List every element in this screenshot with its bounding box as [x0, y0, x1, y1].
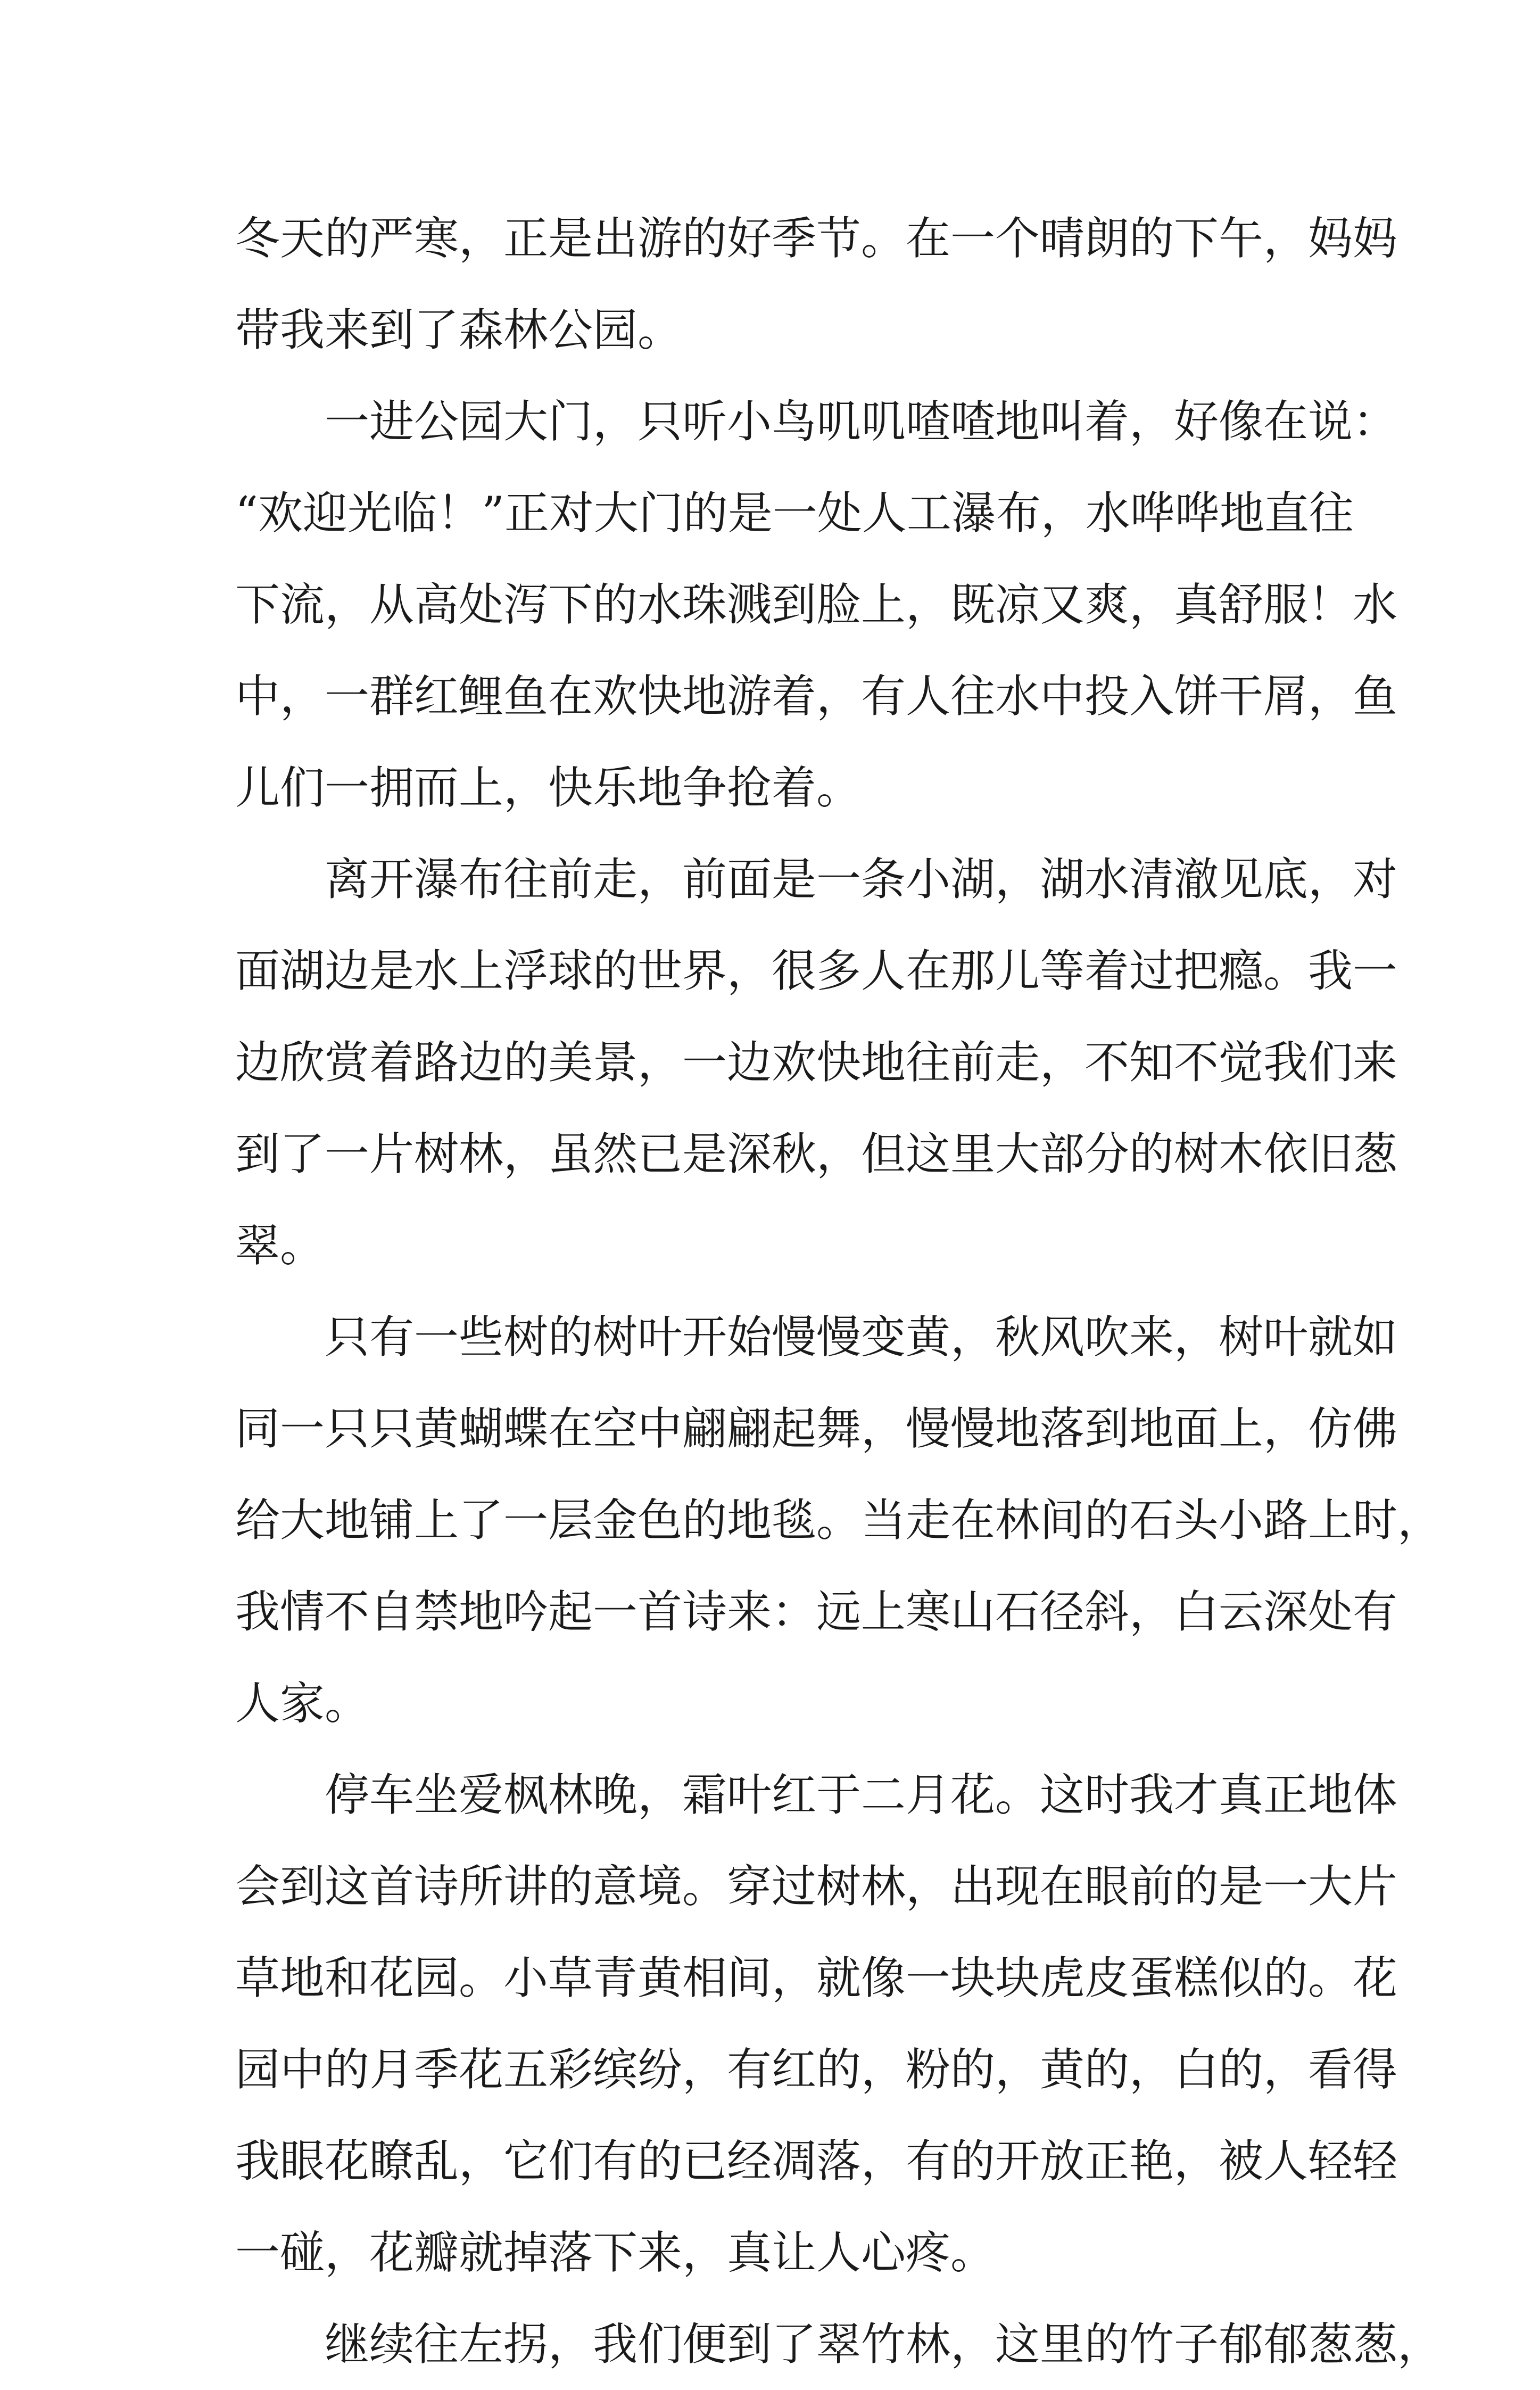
- text-line: 只有一些树的树叶开始慢慢变黄，秋风吹来，树叶就如: [325, 1311, 1398, 1363]
- text-line: 面湖边是水上浮球的世界，很多人在那儿等着过把瘾。我一: [235, 945, 1398, 997]
- text-line: 离开瀑布往前走，前面是一条小湖，湖水清澈见底，对: [325, 853, 1398, 905]
- text-line: 一碰，花瓣就掉落下来，真让人心疼。: [235, 2227, 996, 2279]
- text-line: “欢迎光临！”正对大门的是一处人工瀑布，水哗哗地直往: [235, 487, 1354, 539]
- text-line: 儿们一拥而上，快乐地争抢着。: [235, 762, 862, 814]
- text-line: 带我来到了森林公园。: [235, 304, 683, 356]
- text-line: 给大地铺上了一层金色的地毯。当走在林间的石头小路上时，: [235, 1494, 1443, 1546]
- text-line: 我眼花瞭乱，它们有的已经凋落，有的开放正艳，被人轻轻: [235, 2135, 1398, 2187]
- text-line: 同一只只黄蝴蝶在空中翩翩起舞，慢慢地落到地面上，仿佛: [235, 1403, 1398, 1455]
- text-line: 中，一群红鲤鱼在欢快地游着，有人往水中投入饼干屑，鱼: [235, 670, 1398, 722]
- text-line: 人家。: [235, 1677, 370, 1729]
- text-line: 草地和花园。小草青黄相间，就像一块块虎皮蛋糕似的。花: [235, 1952, 1398, 2004]
- text-line: 会到这首诗所讲的意境。穿过树林，出现在眼前的是一大片: [235, 1860, 1398, 1913]
- text-line: 下流，从高处泻下的水珠溅到脸上，既凉又爽，真舒服！水: [235, 579, 1398, 631]
- text-line: 继续往左拐，我们便到了翠竹林，这里的竹子郁郁葱葱，: [325, 2318, 1443, 2370]
- text-line: 园中的月季花五彩缤纷，有红的，粉的，黄的，白的，看得: [235, 2043, 1398, 2096]
- text-line: 冬天的严寒，正是出游的好季节。在一个晴朗的下午，妈妈: [235, 212, 1398, 265]
- document-body: [235, 193, 1443, 2390]
- text-line: 边欣赏着路边的美景，一边欢快地往前走，不知不觉我们来: [235, 1036, 1398, 1089]
- text-line: 一进公园大门，只听小鸟叽叽喳喳地叫着，好像在说：: [325, 395, 1398, 448]
- text-line: 翠。: [235, 1219, 325, 1272]
- text-line: 到了一片树林，虽然已是深秋，但这里大部分的树木依旧葱: [235, 1128, 1398, 1180]
- text-line: 停车坐爱枫林晚，霜叶红于二月花。这时我才真正地体: [325, 1769, 1398, 1821]
- text-line: 我情不自禁地吟起一首诗来：远上寒山石径斜，白云深处有: [235, 1586, 1398, 1638]
